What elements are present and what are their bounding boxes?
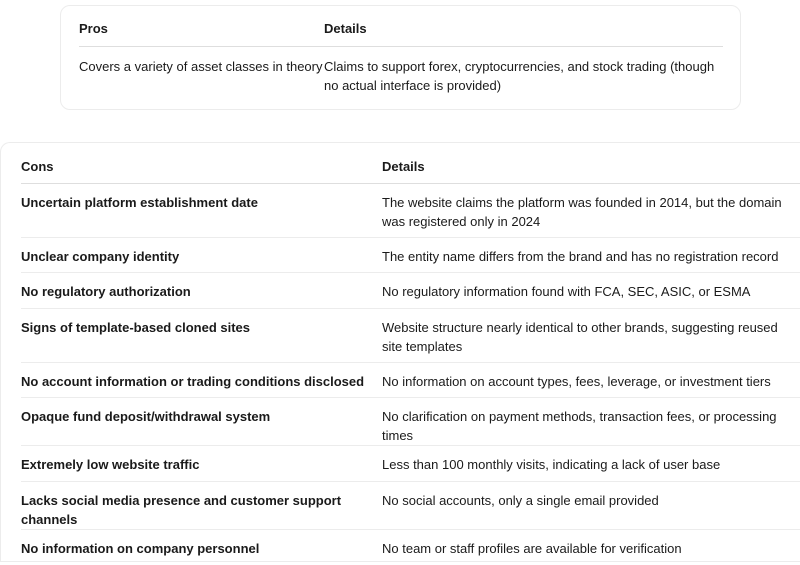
cons-header-details: Details bbox=[382, 143, 800, 183]
cons-row-label: No account information or trading conditions disclosed bbox=[21, 362, 382, 398]
table-row bbox=[21, 362, 800, 398]
table-row bbox=[21, 481, 800, 529]
cons-table-card bbox=[0, 142, 800, 562]
cons-row-detail: No clarification on payment methods, transaction fees, or processing times bbox=[382, 398, 800, 446]
pros-header-details: Details bbox=[324, 6, 723, 46]
pros-header-row bbox=[79, 6, 723, 46]
table-row bbox=[21, 308, 800, 362]
cons-row-detail: Less than 100 monthly visits, indicating a lack of user base bbox=[382, 446, 800, 482]
cons-row-label: No regulatory authorization bbox=[21, 273, 382, 309]
cons-table bbox=[21, 143, 800, 565]
table-row bbox=[21, 273, 800, 309]
cons-header-cons: Cons bbox=[21, 143, 382, 183]
cons-row-label: No information on company personnel bbox=[21, 540, 260, 556]
table-row bbox=[79, 46, 723, 95]
table-row bbox=[21, 398, 800, 446]
pros-row-detail: Claims to support forex, cryptocurrencies, and stock trading (though no actual interface is provided) bbox=[324, 58, 715, 93]
pros-table bbox=[79, 6, 723, 95]
cons-header-row bbox=[21, 143, 800, 183]
table-row bbox=[21, 446, 800, 482]
cons-row-detail: No team or staff profiles are available for verification bbox=[382, 540, 682, 556]
cons-row-detail: Website structure nearly identical to other brands, suggesting reused site templates bbox=[382, 308, 800, 362]
cons-row-detail: No information on account types, fees, leverage, or investment tiers bbox=[382, 362, 800, 398]
pros-header-pros: Pros bbox=[79, 6, 324, 46]
table-row bbox=[21, 183, 800, 237]
cons-row-label: Unclear company identity bbox=[21, 237, 382, 273]
cons-row-label: Extremely low website traffic bbox=[21, 446, 382, 482]
cons-row-label: Lacks social media presence and customer support channels bbox=[21, 481, 382, 529]
table-row bbox=[21, 237, 800, 273]
cons-row-label: Signs of template-based cloned sites bbox=[21, 308, 382, 362]
cons-row-detail: The entity name differs from the brand and has no registration record bbox=[382, 237, 800, 273]
cons-row-detail: No social accounts, only a single email provided bbox=[382, 481, 800, 529]
pros-table-card bbox=[60, 5, 741, 110]
cons-row-label: Uncertain platform establishment date bbox=[21, 183, 382, 237]
table-row bbox=[21, 529, 800, 565]
cons-row-detail: No regulatory information found with FCA, SEC, ASIC, or ESMA bbox=[382, 273, 800, 309]
pros-row-label: Covers a variety of asset classes in theory bbox=[79, 58, 323, 74]
cons-row-label: Opaque fund deposit/withdrawal system bbox=[21, 398, 382, 446]
cons-row-detail: The website claims the platform was founded in 2014, but the domain was registered only in 2024 bbox=[382, 183, 800, 237]
